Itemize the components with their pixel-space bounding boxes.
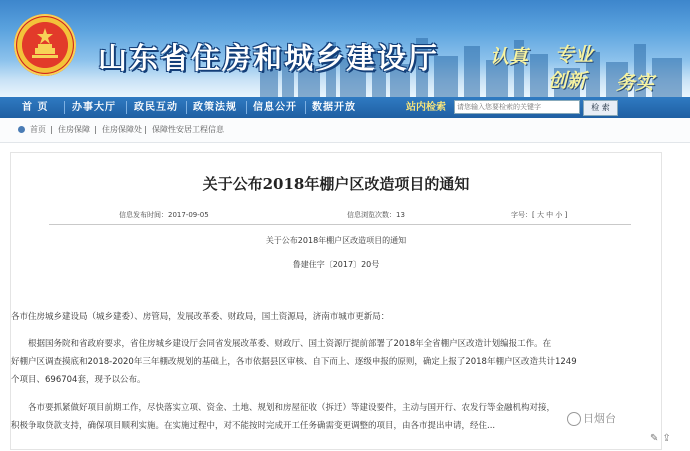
paragraph-salutation: 各市住房城乡建设局（城乡建委）、房管局，发展改革委、财政局，国土资源局，济南市城市更新局：: [11, 312, 390, 322]
slogan-2: 专业: [555, 44, 594, 66]
breadcrumb-separator: |: [50, 125, 53, 134]
home-icon: [18, 126, 25, 133]
paragraph-line: 各市要抓紧做好项目前期工作，尽快落实立项、资金、土地、规划和房屋征收（拆迁）等建设要件，主动与国开行、农发行等金融机构对接，: [28, 403, 556, 413]
site-banner: [0, 0, 690, 97]
slogan-1: 认真: [490, 46, 529, 68]
breadcrumb-separator: |: [94, 125, 97, 134]
search-button[interactable]: 检 索: [583, 100, 618, 116]
paragraph-line: 个项目、696704套，现予以公布。: [11, 375, 146, 385]
nav-divider: [126, 101, 127, 114]
view-count: 信息浏览次数：13: [347, 211, 405, 219]
watermark: 日烟台: [583, 412, 616, 425]
nav-divider: [186, 101, 187, 114]
nav-service-hall[interactable]: 办事大厅: [72, 102, 116, 113]
nav-divider: [246, 101, 247, 114]
nav-divider: [64, 101, 65, 114]
search-input[interactable]: [454, 100, 580, 114]
share-icons[interactable]: [650, 433, 675, 444]
watermark-icon: [567, 412, 581, 426]
edit-icon[interactable]: ✎: [650, 433, 663, 444]
nav-interaction[interactable]: 政民互动: [134, 102, 178, 113]
breadcrumb-division[interactable]: 住房保障处: [102, 125, 142, 134]
breadcrumb: [0, 118, 690, 143]
paragraph-line: 根据国务院和省政府要求，省住房城乡建设厅会同省发展改革委、财政厅、国土资源厅提前部署了2018年全省棚户区改造计划编报工作。在: [28, 339, 552, 349]
slogan-3: 创新: [548, 70, 587, 92]
document-number: 鲁建住字〔2017〕20号: [292, 260, 380, 269]
national-emblem-icon: [28, 26, 62, 62]
paragraph-line: 好棚户区调查摸底和2018-2020年三年棚改规划的基础上，各市依据县区审核、自下而上、逐级申报的原则，确定上报了2018年棚户区改造共计1249: [11, 357, 577, 367]
breadcrumb-current[interactable]: 保障性安居工程信息: [152, 125, 224, 134]
article-subtitle: 关于公布2018年棚户区改造项目的通知: [265, 236, 407, 245]
article-panel: [10, 152, 662, 450]
publish-time: 信息发布时间：2017-09-05: [119, 211, 209, 219]
emblem: [14, 14, 76, 76]
nav-open-data[interactable]: 数据开放: [312, 102, 356, 113]
nav-policies[interactable]: 政策法规: [193, 102, 237, 113]
main-nav: [0, 97, 690, 118]
breadcrumb-housing[interactable]: 住房保障: [58, 125, 90, 134]
nav-divider: [305, 101, 306, 114]
divider: [49, 224, 631, 225]
paragraph-line: 积极争取贷款支持，确保项目顺利实施。在实施过程中，对不能按时完成开工任务确需变更调整的项目，由各市提出申请，经住...: [11, 421, 496, 431]
breadcrumb-home[interactable]: 首页: [30, 125, 46, 134]
slogan-4: 务实: [616, 72, 655, 94]
font-size-control[interactable]: 字号：[ 大 中 小 ]: [511, 211, 568, 219]
breadcrumb-separator: |: [144, 125, 147, 134]
share-icon[interactable]: ⇪: [662, 433, 675, 444]
nav-home[interactable]: 首 页: [22, 102, 49, 113]
nav-disclosure[interactable]: 信息公开: [253, 102, 297, 113]
article-title: 关于公布2018年棚户区改造项目的通知: [202, 175, 470, 193]
site-title: 山东省住房和城乡建设厅: [98, 41, 440, 75]
site-search-label: 站内检索: [406, 102, 446, 113]
